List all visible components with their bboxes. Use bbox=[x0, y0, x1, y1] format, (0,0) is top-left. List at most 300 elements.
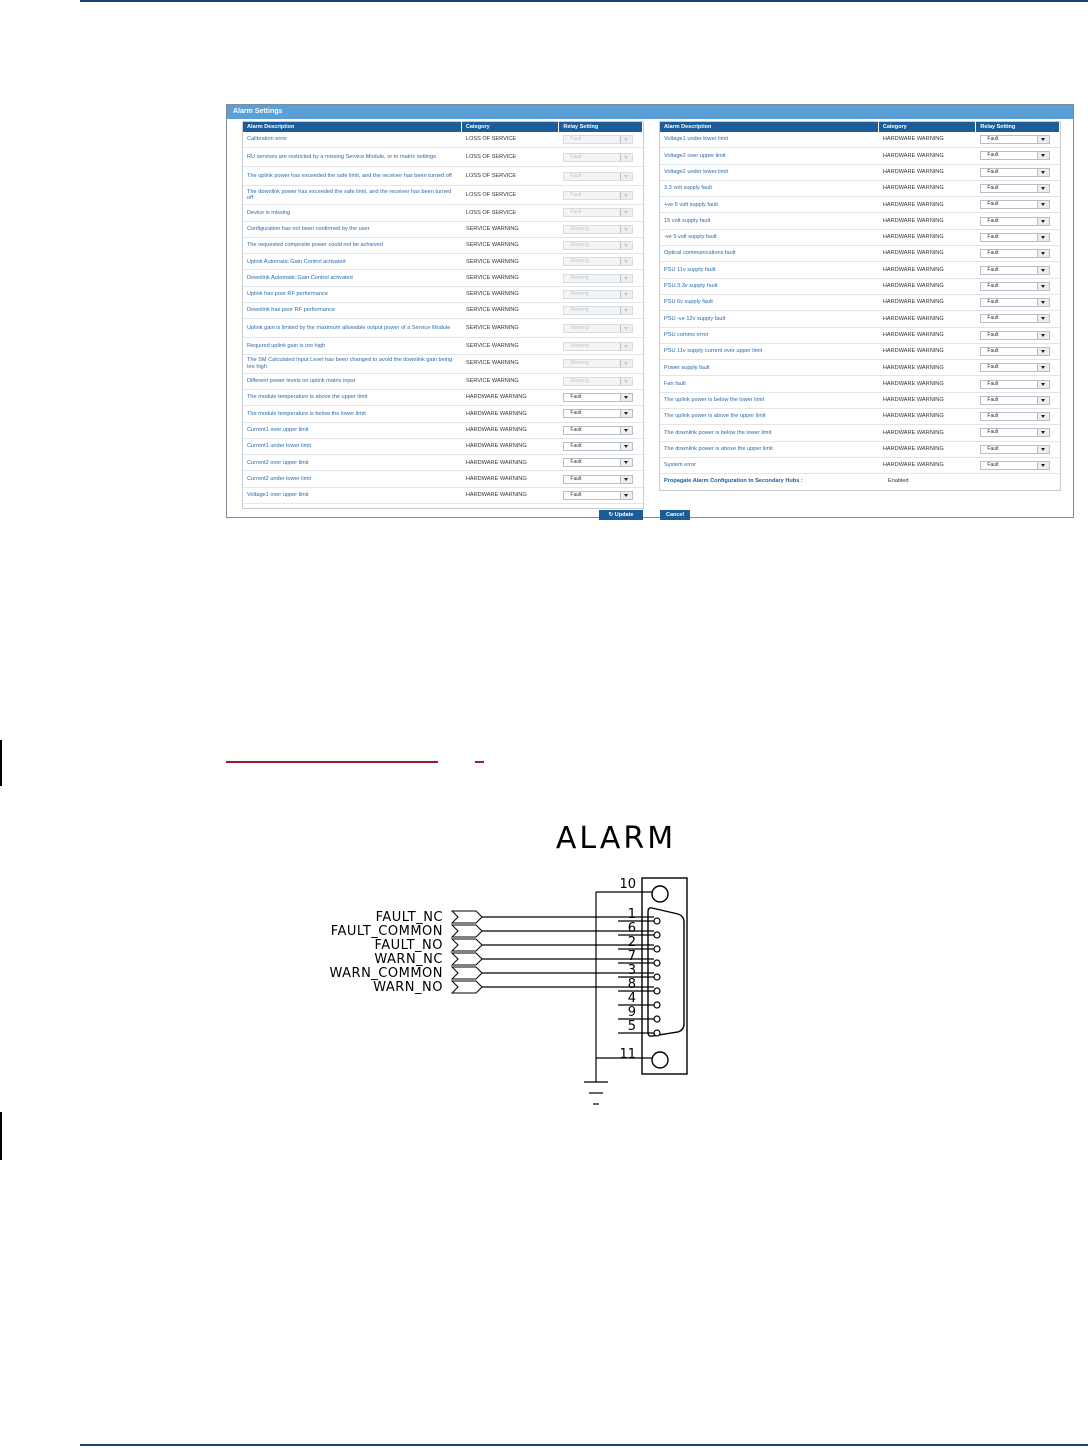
cancel-button[interactable]: Cancel bbox=[660, 510, 690, 520]
relay-cell bbox=[976, 461, 1060, 470]
propagate-label: Propagate Alarm Configuration to Secondary Hubs : bbox=[664, 478, 803, 485]
chevron-down-icon bbox=[1037, 381, 1049, 388]
alarm-category: SERVICE WARNING bbox=[465, 225, 519, 232]
column-header: Alarm Description bbox=[243, 122, 462, 132]
relay-cell bbox=[976, 217, 1060, 226]
relay-setting-select[interactable] bbox=[980, 168, 1050, 177]
chevron-down-icon bbox=[1037, 201, 1049, 208]
relay-setting-value: Fault bbox=[987, 250, 999, 257]
mount-hole-10 bbox=[652, 886, 668, 902]
alarm-description: The SM Calculated Input Level has been changed to avoid the downlink gain being too high bbox=[247, 357, 453, 370]
chevron-down-icon bbox=[620, 173, 632, 180]
relay-setting-value: Fault bbox=[987, 396, 999, 403]
chevron-down-icon bbox=[620, 492, 632, 499]
table-row bbox=[660, 360, 1060, 376]
column-header: Alarm Description bbox=[660, 122, 879, 132]
relay-setting-select[interactable] bbox=[980, 445, 1050, 454]
relay-setting-value: Fault bbox=[570, 491, 582, 498]
relay-setting-value: Warning bbox=[570, 307, 589, 314]
alarm-description: -ve 5 volt supply fault bbox=[664, 234, 717, 241]
relay-cell bbox=[559, 359, 643, 368]
table-row bbox=[660, 230, 1060, 246]
pin-number: 11 bbox=[619, 1047, 636, 1062]
alarm-category: LOSS OF SERVICE bbox=[465, 209, 517, 216]
relay-setting-select[interactable] bbox=[563, 475, 633, 484]
alarm-category: HARDWARE WARNING bbox=[882, 234, 944, 241]
signal-label: WARN_NO bbox=[373, 980, 443, 995]
alarm-description: The downlink power is above the upper limit bbox=[664, 446, 773, 453]
pin-contact bbox=[654, 1002, 660, 1008]
relay-setting-select[interactable] bbox=[980, 396, 1050, 405]
relay-setting-value: Warning bbox=[570, 274, 589, 281]
pin-contact bbox=[654, 1016, 660, 1022]
chevron-down-icon bbox=[620, 154, 632, 161]
alarm-category: SERVICE WARNING bbox=[465, 258, 519, 265]
relay-setting-select bbox=[563, 225, 633, 234]
chevron-down-icon bbox=[1037, 250, 1049, 257]
alarm-description: 15 volt supply fault bbox=[664, 217, 711, 224]
relay-setting-value: Warning bbox=[570, 324, 589, 331]
pin-contact bbox=[654, 946, 660, 952]
relay-setting-select[interactable] bbox=[980, 331, 1050, 340]
relay-setting-value: Fault bbox=[570, 172, 582, 179]
relay-setting-select[interactable] bbox=[980, 412, 1050, 421]
alarm-category: HARDWARE WARNING bbox=[465, 492, 527, 499]
alarm-category: SERVICE WARNING bbox=[465, 242, 519, 249]
table-row bbox=[243, 406, 643, 422]
relay-setting-value: Warning bbox=[570, 258, 589, 265]
relay-setting-value: Fault bbox=[987, 445, 999, 452]
pin-contact bbox=[654, 932, 660, 938]
table-row bbox=[243, 390, 643, 406]
chevron-down-icon bbox=[1037, 299, 1049, 306]
chevron-down-icon bbox=[1037, 429, 1049, 436]
relay-setting-select[interactable] bbox=[563, 409, 633, 418]
alarm-table-left bbox=[242, 121, 644, 509]
chevron-down-icon bbox=[1037, 413, 1049, 420]
relay-setting-value: Fault bbox=[987, 348, 999, 354]
relay-setting-select[interactable] bbox=[563, 491, 633, 500]
relay-setting-select bbox=[563, 377, 633, 386]
page-bottom-rule bbox=[80, 1444, 1088, 1446]
chevron-down-icon bbox=[620, 427, 632, 434]
alarm-description: Uplink Automatic Gain Control activated bbox=[247, 258, 346, 265]
relay-cell bbox=[559, 458, 643, 467]
relay-setting-select bbox=[563, 257, 633, 266]
chevron-down-icon bbox=[620, 136, 632, 143]
alarm-category: LOSS OF SERVICE bbox=[465, 192, 517, 199]
table-body bbox=[243, 132, 643, 504]
table-row bbox=[243, 355, 643, 374]
alarm-category: HARDWARE WARNING bbox=[882, 397, 944, 404]
alarm-description: Calibration error bbox=[247, 136, 288, 143]
relay-cell bbox=[559, 172, 643, 181]
relay-setting-value: Fault bbox=[570, 153, 582, 160]
relay-cell bbox=[976, 282, 1060, 291]
relay-cell bbox=[976, 233, 1060, 242]
table-row bbox=[660, 311, 1060, 327]
chevron-down-icon bbox=[620, 242, 632, 249]
alarm-description: The requested composite power could not be achieved bbox=[247, 242, 383, 249]
relay-cell bbox=[976, 314, 1060, 323]
relay-cell bbox=[559, 191, 643, 200]
chevron-down-icon bbox=[1037, 152, 1049, 159]
relay-cell bbox=[976, 168, 1060, 177]
relay-cell bbox=[976, 347, 1060, 356]
pin-number: 5 bbox=[627, 1019, 636, 1034]
table-row bbox=[660, 458, 1060, 474]
table-row bbox=[243, 238, 643, 254]
relay-setting-value: Fault bbox=[570, 443, 582, 449]
relay-cell bbox=[559, 241, 643, 250]
relay-setting-value: Warning bbox=[570, 290, 589, 297]
alarm-category: SERVICE WARNING bbox=[465, 291, 519, 298]
table-row bbox=[243, 205, 643, 221]
relay-setting-value: Fault bbox=[570, 475, 582, 482]
chevron-down-icon bbox=[1037, 332, 1049, 339]
relay-setting-select[interactable] bbox=[563, 458, 633, 467]
pin-number: 2 bbox=[627, 935, 636, 950]
relay-setting-value: Fault bbox=[987, 201, 999, 208]
relay-setting-select bbox=[563, 208, 633, 217]
heading-link-underline[interactable] bbox=[475, 761, 484, 763]
alarm-description: The module temperature is above the upper limit bbox=[247, 394, 368, 401]
alarm-description: System error bbox=[664, 462, 697, 469]
relay-setting-select bbox=[563, 324, 633, 333]
relay-cell bbox=[559, 153, 643, 162]
relay-setting-value: Fault bbox=[987, 217, 999, 224]
relay-cell bbox=[559, 324, 643, 333]
chevron-down-icon bbox=[620, 459, 632, 466]
relay-setting-value: Fault bbox=[987, 413, 999, 420]
table-row bbox=[660, 279, 1060, 295]
relay-cell bbox=[559, 475, 643, 484]
relay-setting-value: Fault bbox=[570, 209, 582, 216]
relay-cell bbox=[559, 257, 643, 266]
relay-setting-value: Warning bbox=[570, 360, 589, 367]
relay-setting-select[interactable] bbox=[980, 428, 1050, 437]
relay-setting-select[interactable] bbox=[563, 442, 633, 451]
relay-cell bbox=[976, 266, 1060, 275]
pin-contact bbox=[654, 988, 660, 994]
chevron-down-icon bbox=[620, 325, 632, 332]
table-row bbox=[660, 442, 1060, 458]
alarm-description: PSU -ve 12v supply fault bbox=[664, 315, 726, 322]
pin-contact bbox=[654, 960, 660, 966]
alarm-category: HARDWARE WARNING bbox=[882, 380, 944, 387]
alarm-table-right bbox=[659, 121, 1061, 491]
table-row bbox=[660, 165, 1060, 181]
alarm-category: HARDWARE WARNING bbox=[882, 348, 944, 355]
relay-setting-value: Warning bbox=[570, 242, 589, 249]
signal-label: FAULT_NC bbox=[375, 910, 443, 925]
alarm-category: SERVICE WARNING bbox=[465, 342, 519, 349]
alarm-description: Current2 over upper limit bbox=[247, 459, 309, 466]
alarm-description: Device is missing bbox=[247, 209, 291, 216]
relay-setting-select[interactable] bbox=[980, 266, 1050, 275]
relay-setting-value: Fault bbox=[570, 426, 582, 433]
alarm-settings-panel bbox=[226, 104, 1074, 518]
alarm-category: HARDWARE WARNING bbox=[465, 410, 527, 417]
alarm-description: The downlink power has exceeded the safe limit, and the receiver has been turned off bbox=[247, 188, 452, 202]
alarm-description: The uplink power is below the lower limit bbox=[664, 397, 765, 404]
table-row bbox=[243, 186, 643, 205]
refresh-icon: ↻ bbox=[608, 512, 614, 518]
alarm-description: Configuration has not been confirmed by the user bbox=[247, 225, 370, 232]
relay-setting-value: Fault bbox=[987, 364, 999, 371]
pin-number: 8 bbox=[627, 977, 636, 992]
alarm-category: HARDWARE WARNING bbox=[882, 429, 944, 436]
relay-setting-select bbox=[563, 172, 633, 181]
column-header: Category bbox=[879, 122, 977, 132]
alarm-category: HARDWARE WARNING bbox=[882, 266, 944, 273]
chevron-down-icon bbox=[620, 226, 632, 233]
relay-cell bbox=[976, 184, 1060, 193]
chevron-down-icon bbox=[620, 291, 632, 298]
relay-setting-select[interactable] bbox=[563, 393, 633, 402]
chevron-down-icon bbox=[1037, 283, 1049, 290]
chevron-down-icon bbox=[1037, 446, 1049, 453]
alarm-description: Current2 under lower limit bbox=[247, 475, 312, 482]
alarm-category: HARDWARE WARNING bbox=[465, 459, 527, 466]
alarm-description: Current1 over upper limit bbox=[247, 426, 309, 433]
table-body bbox=[660, 132, 1060, 474]
alarm-description: Power supply fault bbox=[664, 364, 710, 371]
alarm-description: PSU 6v supply fault bbox=[664, 299, 713, 306]
chevron-down-icon bbox=[1037, 462, 1049, 469]
table-row bbox=[660, 425, 1060, 441]
relay-cell bbox=[559, 274, 643, 283]
relay-setting-value: Fault bbox=[987, 152, 999, 159]
alarm-description: Voltage2 under lower limit bbox=[664, 168, 729, 175]
alarm-category: HARDWARE WARNING bbox=[882, 168, 944, 175]
table-row bbox=[243, 303, 643, 319]
chevron-down-icon bbox=[1037, 397, 1049, 404]
pin-number: 3 bbox=[627, 963, 636, 978]
alarm-category: HARDWARE WARNING bbox=[882, 364, 944, 371]
table-row bbox=[660, 197, 1060, 213]
alarm-category: LOSS OF SERVICE bbox=[465, 173, 517, 180]
alarm-category: HARDWARE WARNING bbox=[882, 217, 944, 224]
relay-cell bbox=[976, 249, 1060, 258]
table-row bbox=[660, 213, 1060, 229]
connector-housing bbox=[642, 878, 687, 1074]
relay-cell bbox=[559, 377, 643, 386]
diagram-title: ALARM bbox=[555, 821, 677, 856]
chevron-down-icon bbox=[620, 443, 632, 450]
relay-setting-select[interactable] bbox=[980, 347, 1050, 356]
column-header: Relay Setting bbox=[976, 122, 1060, 132]
relay-cell bbox=[559, 393, 643, 402]
alarm-description: Current1 under lower limit bbox=[247, 443, 312, 450]
relay-cell bbox=[559, 306, 643, 315]
alarm-description: Required uplink gain is too high bbox=[247, 342, 326, 349]
signal-group bbox=[330, 910, 655, 995]
table-row bbox=[243, 254, 643, 270]
relay-cell bbox=[976, 298, 1060, 307]
table-row bbox=[243, 471, 643, 487]
table-row bbox=[660, 376, 1060, 392]
relay-cell bbox=[559, 442, 643, 451]
alarm-category: SERVICE WARNING bbox=[465, 325, 519, 332]
chevron-down-icon bbox=[1037, 267, 1049, 274]
alarm-description: The uplink power is above the upper limit bbox=[664, 413, 766, 420]
chevron-down-icon bbox=[620, 343, 632, 350]
relay-setting-select[interactable] bbox=[980, 249, 1050, 258]
relay-setting-select[interactable] bbox=[980, 217, 1050, 226]
panel-title: Alarm Settings bbox=[227, 105, 1073, 119]
relay-setting-select[interactable] bbox=[980, 298, 1050, 307]
relay-cell bbox=[976, 135, 1060, 144]
chevron-down-icon bbox=[620, 258, 632, 265]
chevron-down-icon bbox=[620, 275, 632, 282]
alarm-category: HARDWARE WARNING bbox=[465, 426, 527, 433]
relay-setting-select[interactable] bbox=[980, 282, 1050, 291]
chevron-down-icon bbox=[620, 476, 632, 483]
alarm-description: PSU 3.3v supply fault bbox=[664, 283, 718, 290]
column-header: Category bbox=[462, 122, 560, 132]
alarm-description: The module temperature is below the lower limit bbox=[247, 410, 366, 417]
alarm-description: Uplink gain is limited by the maximum allowable output power of a Service Module bbox=[247, 325, 451, 332]
pin-number: 1 bbox=[627, 907, 636, 922]
chevron-down-icon bbox=[620, 410, 632, 417]
relay-setting-select bbox=[563, 342, 633, 351]
signal-label: WARN_NC bbox=[374, 952, 443, 967]
alarm-category: HARDWARE WARNING bbox=[882, 299, 944, 306]
pin-contact bbox=[654, 974, 660, 980]
relay-cell bbox=[976, 428, 1060, 437]
chevron-down-icon bbox=[620, 394, 632, 401]
propagate-value: Enabled bbox=[888, 478, 909, 485]
relay-setting-value: Fault bbox=[987, 299, 999, 306]
relay-setting-select bbox=[563, 274, 633, 283]
relay-setting-value: Fault bbox=[987, 331, 999, 338]
relay-setting-select bbox=[563, 135, 633, 144]
alarm-description: 3.3 volt supply fault bbox=[664, 185, 712, 192]
alarm-category: HARDWARE WARNING bbox=[882, 315, 944, 322]
relay-setting-select bbox=[563, 153, 633, 162]
relay-setting-select[interactable] bbox=[980, 461, 1050, 470]
alarm-category: HARDWARE WARNING bbox=[882, 283, 944, 290]
table-row bbox=[243, 148, 643, 167]
relay-setting-value: Fault bbox=[570, 410, 582, 417]
alarm-description: Downlink Automatic Gain Control activated bbox=[247, 274, 353, 281]
offpage-connector bbox=[452, 953, 482, 965]
table-row bbox=[243, 439, 643, 455]
relay-setting-select bbox=[563, 191, 633, 200]
relay-setting-select[interactable] bbox=[980, 135, 1050, 144]
offpage-connector bbox=[452, 967, 482, 979]
table-header bbox=[660, 122, 1060, 132]
chevron-down-icon bbox=[620, 192, 632, 199]
offpage-connector bbox=[452, 911, 482, 923]
relay-setting-select[interactable] bbox=[980, 363, 1050, 372]
chevron-down-icon bbox=[1037, 348, 1049, 355]
relay-setting-value: Fault bbox=[570, 136, 582, 143]
alarm-description: Optical communications fault bbox=[664, 250, 736, 257]
chevron-down-icon bbox=[620, 360, 632, 367]
chevron-down-icon bbox=[1037, 218, 1049, 225]
table-row bbox=[243, 423, 643, 439]
alarm-description: Fan fault bbox=[664, 380, 686, 387]
update-button[interactable] bbox=[599, 510, 643, 520]
chevron-down-icon bbox=[620, 307, 632, 314]
signal-label: FAULT_COMMON bbox=[330, 924, 443, 939]
chevron-down-icon bbox=[1037, 315, 1049, 322]
page-top-rule bbox=[80, 0, 1088, 2]
table-row bbox=[660, 181, 1060, 197]
relay-setting-select bbox=[563, 306, 633, 315]
chevron-down-icon bbox=[620, 378, 632, 385]
relay-cell bbox=[559, 342, 643, 351]
signal-label: WARN_COMMON bbox=[329, 966, 443, 981]
relay-setting-select[interactable] bbox=[980, 184, 1050, 193]
alarm-description: The uplink power has exceeded the safe limit, and the receiver has been turned off bbox=[247, 173, 452, 180]
chevron-down-icon bbox=[1037, 169, 1049, 176]
relay-setting-select[interactable] bbox=[563, 426, 633, 435]
alarm-connector-diagram bbox=[300, 810, 720, 1110]
table-row bbox=[660, 409, 1060, 425]
table-row bbox=[660, 148, 1060, 164]
offpage-connector bbox=[452, 939, 482, 951]
table-row bbox=[660, 393, 1060, 409]
change-bar bbox=[0, 740, 2, 786]
alarm-description: RU services are restricted by a missing Service Module, or to matrix settings bbox=[247, 154, 437, 161]
relay-setting-select[interactable] bbox=[980, 200, 1050, 209]
relay-setting-select[interactable] bbox=[980, 380, 1050, 389]
alarm-category: SERVICE WARNING bbox=[465, 274, 519, 281]
relay-setting-value: Fault bbox=[570, 191, 582, 198]
table-row bbox=[243, 270, 643, 286]
relay-cell bbox=[976, 412, 1060, 421]
table-row bbox=[243, 338, 643, 354]
alarm-description: Different power levels on uplink matrix input bbox=[247, 378, 356, 385]
alarm-category: SERVICE WARNING bbox=[465, 307, 519, 314]
alarm-category: HARDWARE WARNING bbox=[882, 462, 944, 469]
alarm-category: HARDWARE WARNING bbox=[465, 443, 527, 450]
relay-setting-select[interactable] bbox=[980, 233, 1050, 242]
relay-cell bbox=[559, 491, 643, 500]
table-row bbox=[660, 246, 1060, 262]
relay-cell bbox=[559, 135, 643, 144]
alarm-category: HARDWARE WARNING bbox=[882, 250, 944, 257]
relay-cell bbox=[559, 208, 643, 217]
table-row bbox=[243, 455, 643, 471]
relay-setting-value: Fault bbox=[987, 233, 999, 240]
alarm-description: +ve 5 volt supply fault bbox=[664, 201, 718, 208]
chevron-down-icon bbox=[620, 209, 632, 216]
relay-setting-select[interactable] bbox=[980, 151, 1050, 160]
table-row bbox=[243, 374, 643, 390]
alarm-category: HARDWARE WARNING bbox=[882, 152, 944, 159]
pin-contact bbox=[654, 1030, 660, 1036]
alarm-category: HARDWARE WARNING bbox=[465, 475, 527, 482]
alarm-category: HARDWARE WARNING bbox=[882, 136, 944, 143]
pin-number: 7 bbox=[627, 949, 636, 964]
relay-cell bbox=[559, 225, 643, 234]
relay-cell bbox=[559, 426, 643, 435]
relay-setting-value: Fault bbox=[987, 168, 999, 175]
relay-setting-value: Fault bbox=[987, 136, 999, 143]
alarm-category: LOSS OF SERVICE bbox=[465, 154, 517, 161]
relay-cell bbox=[559, 290, 643, 299]
relay-cell bbox=[976, 151, 1060, 160]
alarm-category: HARDWARE WARNING bbox=[882, 201, 944, 208]
relay-setting-value: Fault bbox=[987, 380, 999, 387]
heading-link-underline[interactable] bbox=[226, 761, 438, 763]
relay-setting-select[interactable] bbox=[980, 314, 1050, 323]
relay-cell bbox=[976, 200, 1060, 209]
